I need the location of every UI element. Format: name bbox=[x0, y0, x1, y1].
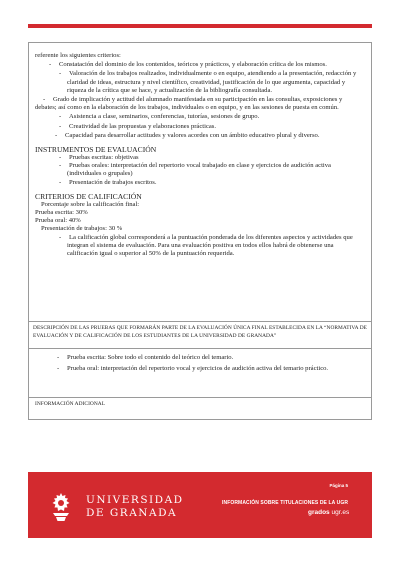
grading-heading: CRITERIOS DE CALIFICACIÓN bbox=[35, 191, 142, 201]
instruments-heading: INSTRUMENTOS DE EVALUACIÓN bbox=[35, 145, 157, 155]
unique-eval-item: - Prueba oral: interpretación del repertorio vocal y ejercicios de audición activa del temario práctico. bbox=[57, 365, 329, 373]
grading-line: Presentación de trabajos: 30 % bbox=[41, 225, 123, 233]
instrument-item: - Pruebas escritas: objetivas bbox=[59, 154, 139, 162]
criterion-item: - Asistencia a clase, seminarios, conferencias, tutorías, sesiones de grupo. bbox=[59, 113, 260, 121]
ugr-seal-icon bbox=[48, 492, 74, 522]
degrees-link[interactable]: grados ugr.es bbox=[308, 509, 350, 516]
unique-eval-item: - Prueba escrita: Sobre todo el contenido del teórico del temario. bbox=[57, 354, 234, 361]
page-number: Página 5 bbox=[329, 483, 348, 488]
grading-line: Prueba oral: 40% bbox=[35, 217, 81, 225]
grading-line: Prueba escrita: 30% bbox=[35, 209, 88, 217]
criterion-item: - Constatación del dominio de los contenidos, teóricos y prácticos, y elaboración crítica de los mismos. bbox=[49, 61, 327, 69]
evaluation-table bbox=[28, 42, 372, 420]
criterion-item: - Grado de implicación y actitud del alumnado manifestada en su participación en las consultas, exposiciones y debates; así como en la elaboración de los trabajos, individuales o en equipo, y en las sesiones de puesta en común. bbox=[35, 96, 343, 112]
unique-evaluation-heading-section bbox=[29, 322, 371, 349]
degrees-info-title: INFORMACIÓN SOBRE TITULACIONES DE LA UGR bbox=[222, 500, 349, 506]
criterion-item: - Creatividad de las propuestas y elaboraciones prácticas. bbox=[59, 122, 217, 130]
additional-info-heading: INFORMACIÓN ADICIONAL bbox=[35, 401, 106, 407]
header-red-bar bbox=[28, 24, 372, 28]
criterion-item: - Capacidad para desarrollar actitudes y valores acordes con un ámbito educativo plural y diverso. bbox=[55, 131, 320, 139]
criteria-intro: referente los siguientes criterios: bbox=[35, 52, 121, 59]
footer-banner bbox=[28, 472, 372, 538]
unique-evaluation-heading: DESCRIPCIÓN DE LAS PRUEBAS QUE FORMARÁN PARTE DE LA EVALUACIÓN ÚNICA FINAL ESTABLECIDA EN LA “NORMATIVA DE EVALUACIÓN Y DE CALIFICACIÓN DE LOS ESTUDIANTES DE LA UNIVERSIDAD DE GRANADA” bbox=[33, 325, 367, 339]
additional-info-section bbox=[29, 398, 371, 419]
university-name: UNIVERSIDAD DE GRANADA bbox=[86, 494, 184, 519]
instrument-item: - Pruebas orales: interpretación del repertorio vocal trabajado en clase y ejercicios de audición activa (individuales o grupales) bbox=[59, 162, 331, 178]
grading-note: - La calificación global corresponderá a la puntuación ponderada de los diferentes aspectos y actividades que integran el sistema de evaluación. Para una evaluación positiva en todos ellos habrá de obtenerse una calificación igual o superior al 50% de la puntuación requerida. bbox=[59, 233, 353, 258]
grading-line: Porcentaje sobre la calificación final: bbox=[41, 200, 140, 208]
instrument-item: - Presentación de trabajos escritos. bbox=[59, 178, 157, 186]
criterion-item: - Valoración de los trabajos realizados, individualmente o en equipo, atendiendo a la presentación, redacción y claridad de ideas, estructura y nivel científico, creatividad, justificación de lo que argumenta, capacidad y riqueza de la crítica que se hace, y actualización de la bibliografía consultada. bbox=[59, 70, 357, 94]
unique-evaluation-section bbox=[29, 349, 371, 398]
evaluation-criteria-section bbox=[29, 43, 371, 322]
